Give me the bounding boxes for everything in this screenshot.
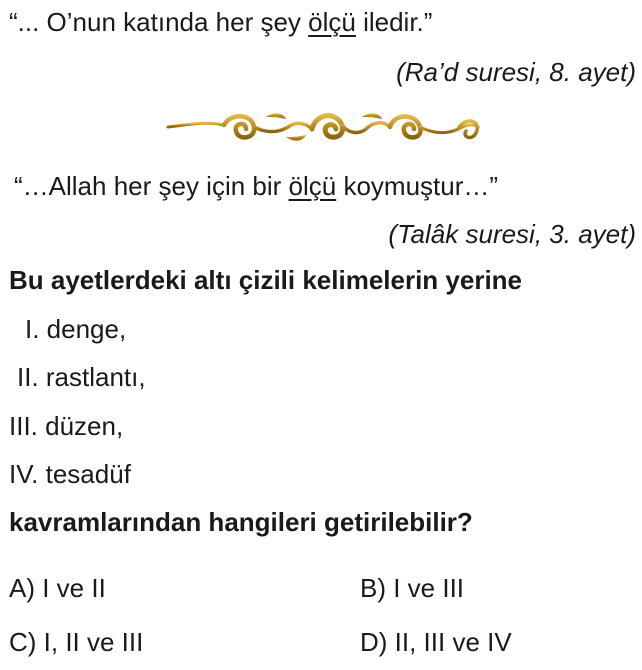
option-d[interactable]: D) II, III ve IV: [360, 627, 512, 657]
verse-2-post: koymuştur…”: [336, 171, 499, 201]
verse-1-underlined-word: ölçü: [308, 7, 356, 37]
item-iii: III. düzen,: [9, 411, 124, 441]
verse-1: [9, 6, 432, 38]
question-stem: Bu ayetlerdeki altı çizili kelimelerin yerine: [9, 265, 523, 295]
item-iv: IV. tesadüf: [9, 459, 131, 489]
option-c[interactable]: C) I, II ve III: [9, 627, 144, 657]
gold-scroll-ornament-icon: [166, 103, 482, 151]
verse-1-pre: “... O’nun katında her şey: [9, 7, 309, 37]
verse-2-underlined-word: ölçü: [288, 171, 337, 201]
item-ii: II. rastlantı,: [17, 362, 146, 392]
verse-2: [14, 170, 498, 202]
option-a[interactable]: A) I ve II: [9, 573, 106, 603]
verse-1-reference: (Ra’d suresi, 8. ayet): [396, 57, 636, 87]
option-b[interactable]: B) I ve III: [360, 573, 465, 603]
item-i: I. denge,: [25, 314, 127, 344]
verse-2-pre: “…Allah her şey için bir: [14, 171, 289, 201]
question-prompt: kavramlarından hangileri getirilebilir?: [9, 507, 473, 537]
verse-2-reference: (Talâk suresi, 3. ayet): [388, 219, 636, 249]
verse-1-post: iledir.”: [355, 7, 433, 37]
